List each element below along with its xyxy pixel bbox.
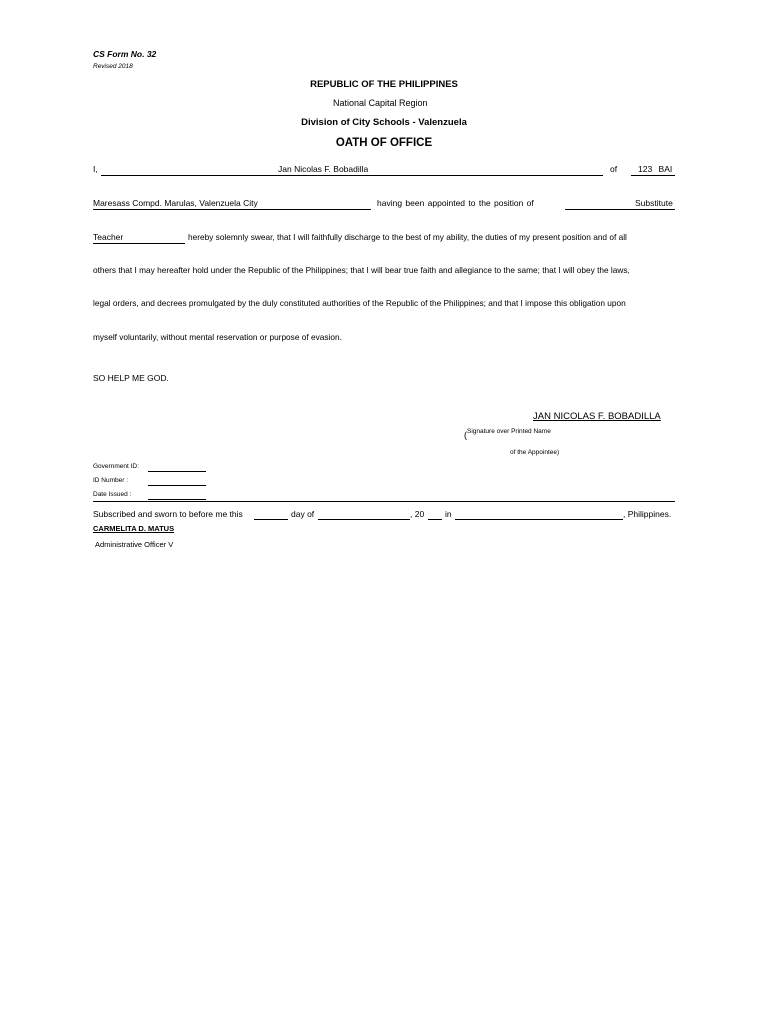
- so-help-me-god: SO HELP ME GOD.: [93, 373, 169, 383]
- in-label: in: [445, 509, 452, 519]
- i-label: I,: [93, 164, 98, 174]
- oath-line-4: myself voluntarily, without mental reservation or purpose of evasion.: [93, 332, 342, 342]
- place-field[interactable]: [455, 507, 623, 520]
- form-number: CS Form No. 32: [93, 49, 157, 59]
- day-field[interactable]: [254, 507, 288, 520]
- year-prefix: , 20: [410, 509, 425, 519]
- caption-open-paren: (: [464, 430, 467, 440]
- republic-heading: REPUBLIC OF THE PHILIPPINES: [310, 79, 458, 90]
- officer-name: CARMELITA D. MATUS: [93, 524, 175, 533]
- position-cont: Teacher: [93, 232, 124, 242]
- divider: [93, 501, 675, 502]
- year-field[interactable]: [428, 507, 442, 520]
- signature-caption-2: of the Appointee): [510, 449, 560, 456]
- appointee-name: Jan Nicolas F. Bobadilla: [278, 164, 369, 174]
- oath-line-1: hereby solemnly swear, that I will faithfully discharge to the best of my ability, the duties of my present position and of all: [188, 232, 627, 242]
- id-number-label: ID Number :: [93, 477, 129, 484]
- address-cont: Maresass Compd. Marulas, Valenzuela City: [93, 198, 258, 208]
- date-issued-field[interactable]: [148, 487, 206, 500]
- of-label: of: [610, 164, 618, 174]
- signature-caption: Signature over Printed Name: [467, 428, 551, 435]
- signature-printed-name: JAN NICOLAS F. BOBADILLA: [533, 411, 661, 422]
- page-title: OATH OF OFFICE: [335, 137, 433, 149]
- division-heading: Division of City Schools - Valenzuela: [301, 117, 467, 128]
- oath-line-3: legal orders, and decrees promulgated by the duly constituted authorities of the Republic of the Philippines; and that I impose this obligation upon: [93, 298, 626, 308]
- month-field[interactable]: [318, 507, 410, 520]
- day-of-label: day of: [291, 509, 315, 519]
- philippines-label: , Philippines.: [623, 509, 672, 519]
- revision-note: Revised 2018: [93, 63, 133, 70]
- government-id-field[interactable]: [148, 459, 206, 472]
- id-number-field[interactable]: [148, 473, 206, 486]
- officer-title: Administrative Officer V: [95, 540, 174, 549]
- appointed-text: having been appointed to the position of: [377, 198, 534, 208]
- government-id-label: Government ID:: [93, 463, 139, 470]
- date-issued-label: Date Issued :: [93, 491, 132, 498]
- subscribed-text: Subscribed and sworn to before me this: [93, 509, 243, 519]
- address-start: 123 BAI: [638, 164, 673, 174]
- position-start: Substitute: [635, 198, 673, 208]
- region-heading: National Capital Region: [333, 98, 428, 108]
- oath-line-2: others that I may hereafter hold under the Republic of the Philippines; that I will bear true faith and allegiance to the same; that I will obey the laws,: [93, 265, 630, 275]
